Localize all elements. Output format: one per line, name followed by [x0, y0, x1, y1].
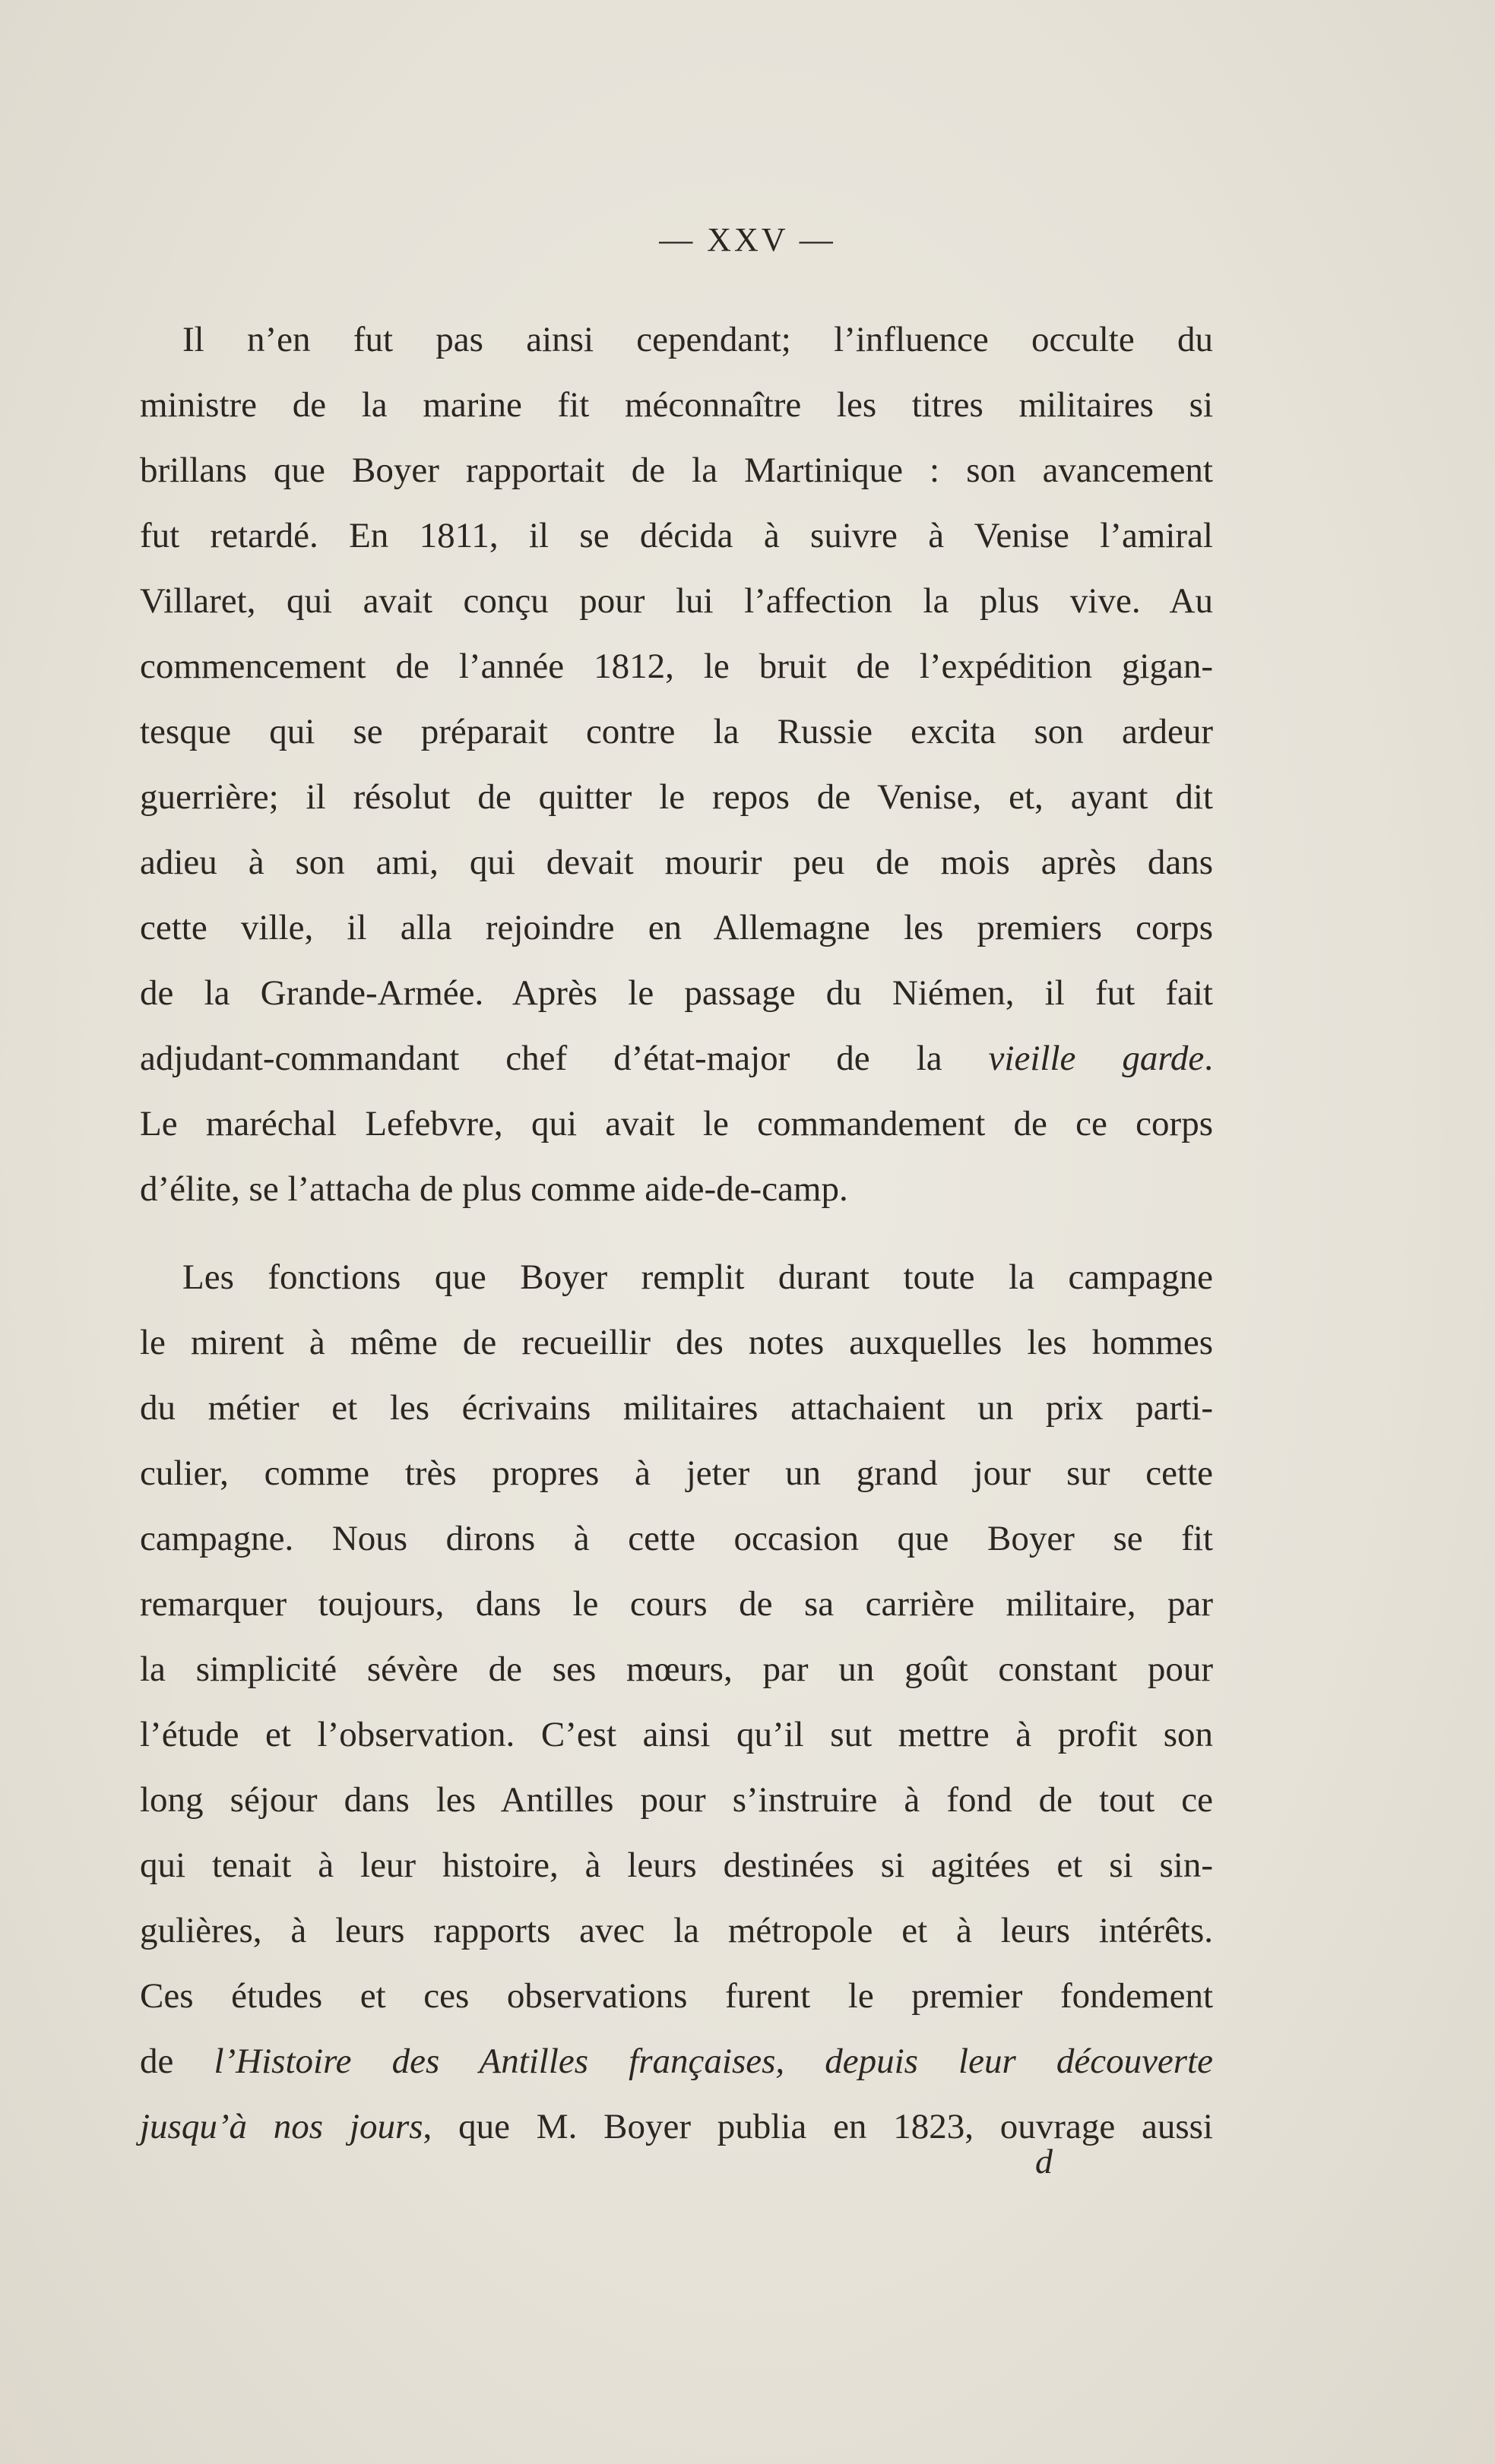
text-segment: , que M. Boyer publia en 1823, ouvrage aussi [423, 2107, 1213, 2146]
text-line: commencement de l’année 1812, le bruit de l’expédition gigan- [140, 647, 1213, 686]
text-segment: adjudant-commandant chef d’état-major de la [140, 1039, 989, 1078]
text-segment: de [140, 2042, 214, 2081]
text-line: Le maréchal Lefebvre, qui avait le commandement de ce corps [140, 1104, 1213, 1143]
text-line: d’élite, se l’attacha de plus comme aide-de-camp. [140, 1169, 848, 1209]
text-line: ministre de la marine fit méconnaître les titres militaires si [140, 385, 1213, 425]
text-line: l’étude et l’observation. C’est ainsi qu’il sut mettre à profit son [140, 1715, 1213, 1754]
text-line: long séjour dans les Antilles pour s’instruire à fond de tout ce [140, 1780, 1213, 1820]
page-header: — XXV — [659, 221, 836, 258]
text-line: Villaret, qui avait conçu pour lui l’affection la plus vive. Au [140, 581, 1213, 621]
paragraph-2 [140, 1245, 1213, 2159]
text-line: cette ville, il alla rejoindre en Allemagne les premiers corps [140, 908, 1213, 947]
text-line: fut retardé. En 1811, il se décida à suivre à Venise l’amiral [140, 516, 1213, 555]
text-line: du métier et les écrivains militaires attachaient un prix parti- [140, 1388, 1213, 1428]
signature-mark: d [1035, 2142, 1053, 2181]
text-line: tesque qui se préparait contre la Russie excita son ardeur [140, 712, 1213, 751]
text-line: culier, comme très propres à jeter un grand jour sur cette [140, 1453, 1213, 1493]
text-line: le mirent à même de recueillir des notes auxquelles les hommes [140, 1323, 1213, 1362]
text-line: Ces études et ces observations furent le premier fondement [140, 1976, 1213, 2016]
italic-title: vieille garde [988, 1039, 1205, 1078]
text-line: Les fonctions que Boyer remplit durant toute la campagne [182, 1257, 1213, 1297]
text-line: brillans que Boyer rapportait de la Martinique : son avancement [140, 451, 1213, 490]
text-line: Il n’en fut pas ainsi cependant; l’influence occulte du [182, 320, 1213, 359]
text-line: la simplicité sévère de ses mœurs, par un goût constant pour [140, 1650, 1213, 1689]
text-line: gulières, à leurs rapports avec la métropole et à leurs intérêts. [140, 1911, 1213, 1950]
text-line: guerrière; il résolut de quitter le repos de Venise, et, ayant dit [140, 777, 1213, 817]
text-line: qui tenait à leur histoire, à leurs destinées si agitées et si sin- [140, 1846, 1213, 1885]
text-line: remarquer toujours, dans le cours de sa carrière militaire, par [140, 1584, 1213, 1624]
text-segment: . [1204, 1039, 1213, 1078]
text-line: adieu à son ami, qui devait mourir peu de mois après dans [140, 843, 1213, 882]
text-line [140, 1026, 1213, 1091]
text-line [140, 2029, 1213, 2094]
italic-title: jusqu’à nos jours [140, 2107, 423, 2146]
paragraph-1 [140, 307, 1213, 1222]
text-line: de la Grande-Armée. Après le passage du Niémen, il fut fait [140, 973, 1213, 1013]
text-line: campagne. Nous dirons à cette occasion que Boyer se fit [140, 1519, 1213, 1558]
italic-title: l’Histoire des Antilles françaises, depuis leur découverte [214, 2042, 1213, 2081]
